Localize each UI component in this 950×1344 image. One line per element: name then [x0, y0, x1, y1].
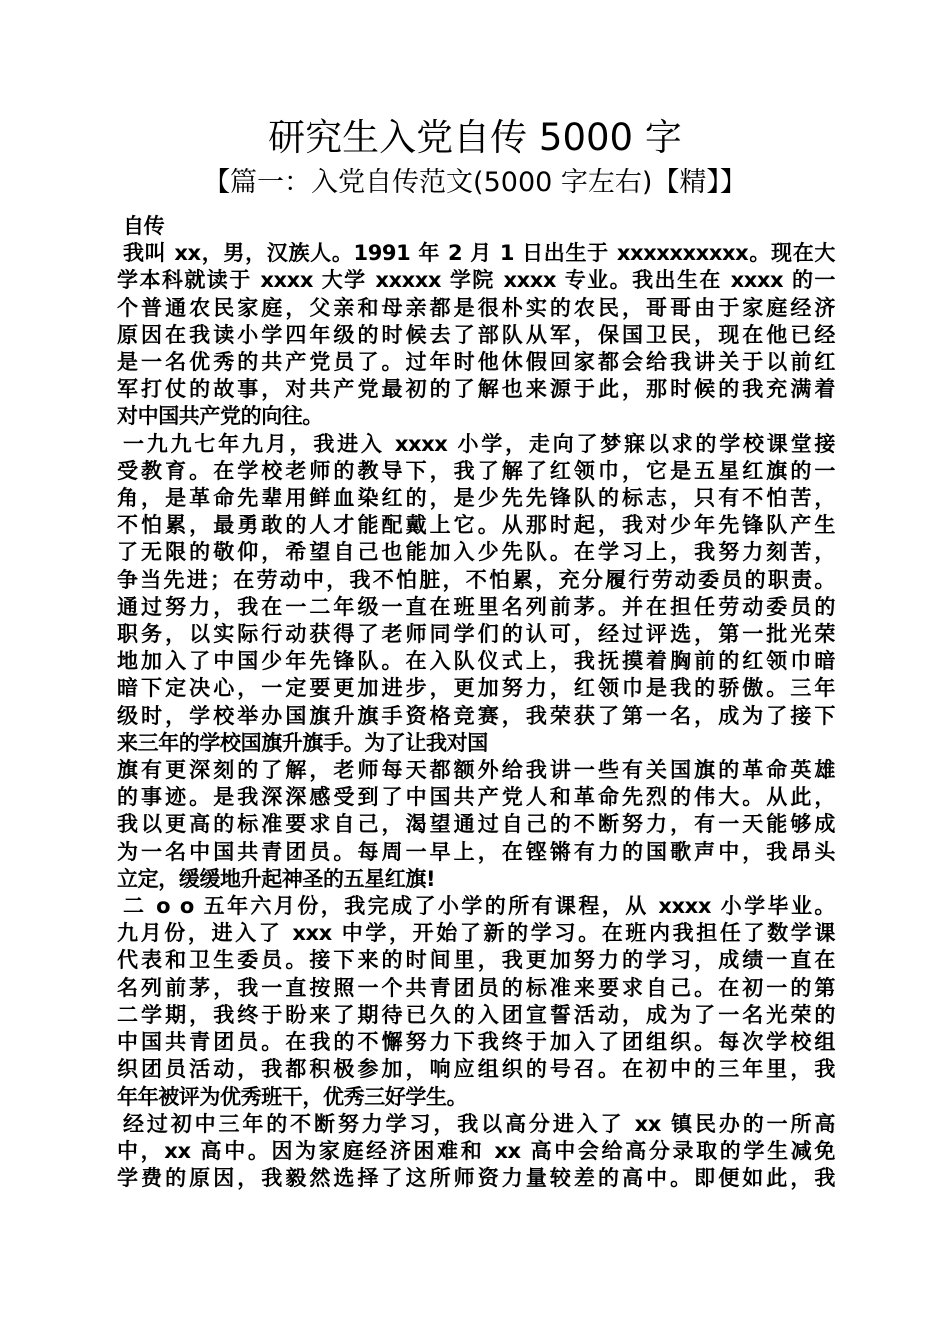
body-line: 我以更高的标准要求自己，渴望通过自己的不断努力，有一天能够成 [117, 812, 835, 837]
body-line: 受教育。在学校老师的教导下，我了解了红领巾，它是五星红旗的一 [117, 458, 835, 483]
body-line: 通过努力，我在一二年级一直在班里名列前茅。并在担任劳动委员的 [117, 594, 835, 619]
body-line: 一九九七年九月，我进入 xxxx 小学，走向了梦寐以求的学校课堂接 [123, 431, 835, 456]
body-line: 旗有更深刻的了解，老师每天都额外给我讲一些有关国旗的革命英雄 [117, 758, 835, 783]
body-line: 名列前茅，我一直按照一个共青团员的标准来要求自己。在初一的第 [117, 975, 835, 1000]
body-line: 暗下定决心，一定要更加进步，更加努力，红领巾是我的骄傲。三年 [117, 676, 835, 701]
body-line: 二学期，我终于盼来了期待已久的入团宣誓活动，成为了一名光荣的 [117, 1002, 835, 1027]
body-line: 学费的原因，我毅然选择了这所师资力量较差的高中。即便如此，我 [117, 1166, 835, 1191]
body-line: 对中国共产党的向往。 [117, 404, 323, 429]
body-line: 不怕累，最勇敢的人才能配戴上它。从那时起，我对少年先锋队产生 [117, 513, 835, 538]
body-line: 代表和卫生委员。接下来的时间里，我更加努力的学习，成绩一直在 [117, 948, 835, 973]
body-line: 是一名优秀的共产党员了。过年时他休假回家都会给我讲关于以前红 [117, 350, 835, 375]
body-line: 地加入了中国少年先锋队。在入队仪式上，我抚摸着胸前的红领巾暗 [117, 649, 835, 674]
body-line: 中国共青团员。在我的不懈努力下我终于加入了团组织。每次学校组 [117, 1030, 835, 1055]
body-line: 学本科就读于 xxxx 大学 xxxxx 学院 xxxx 专业。我出生在 xxxx 的一 [117, 268, 835, 293]
body-line: 二 o o 五年六月份，我完成了小学的所有课程，从 xxxx 小学毕业。 [123, 894, 835, 919]
body-line: 级时，学校举办国旗升旗手资格竞赛，我荣获了第一名，成为了接下 [117, 703, 835, 728]
body-line: 个普通农民家庭，父亲和母亲都是很朴实的农民，哥哥由于家庭经济 [117, 295, 835, 320]
section-heading: 自传 [123, 214, 165, 238]
body-line: 立定，缓缓地升起神圣的五星红旗! [117, 866, 436, 891]
body-line: 织团员活动，我都积极参加，响应组织的号召。在初中的三年里，我 [117, 1057, 835, 1082]
body-line: 九月份，进入了 xxx 中学，开始了新的学习。在班内我担任了数学课 [117, 921, 835, 946]
body-line: 为一名中国共青团员。每周一早上，在铿锵有力的国歌声中，我昂头 [117, 839, 835, 864]
body-line: 职务，以实际行动获得了老师同学们的认可，经过评选，第一批光荣 [117, 622, 835, 647]
body-line: 军打仗的故事，对共产党最初的了解也来源于此，那时候的我充满着 [117, 377, 835, 402]
body-line: 原因在我读小学四年级的时候去了部队从军，保国卫民，现在他已经 [117, 322, 835, 347]
body-line: 角，是革命先辈用鲜血染红的，是少先先锋队的标志，只有不怕苦， [117, 486, 835, 511]
body-line: 了无限的敬仰，希望自己也能加入少先队。在学习上，我努力刻苦， [117, 540, 835, 565]
document-title: 研究生入党自传 5000 字 [268, 116, 682, 159]
body-line: 中，xx 高中。因为家庭经济困难和 xx 高中会给高分录取的学生减免 [117, 1138, 835, 1163]
body-line: 我叫 xx，男，汉族人。1991 年 2 月 1 日出生于 xxxxxxxxxx。现在大 [123, 241, 835, 266]
body-line: 经过初中三年的不断努力学习，我以高分进入了 xx 镇民办的一所高 [123, 1111, 835, 1136]
body-line: 年年被评为优秀班干，优秀三好学生。 [117, 1084, 468, 1109]
body-line: 的事迹。是我深深感受到了中国共产党人和革命先烈的伟大。从此， [117, 785, 835, 810]
document-body [117, 213, 835, 1192]
body-line: 争当先进；在劳动中，我不怕脏，不怕累，充分履行劳动委员的职责。 [117, 567, 835, 592]
body-line: 来三年的学校国旗升旗手。为了让我对国 [117, 730, 488, 755]
document-subtitle: 【篇一：入党自传范文(5000 字左右)【精】】 [203, 167, 747, 198]
